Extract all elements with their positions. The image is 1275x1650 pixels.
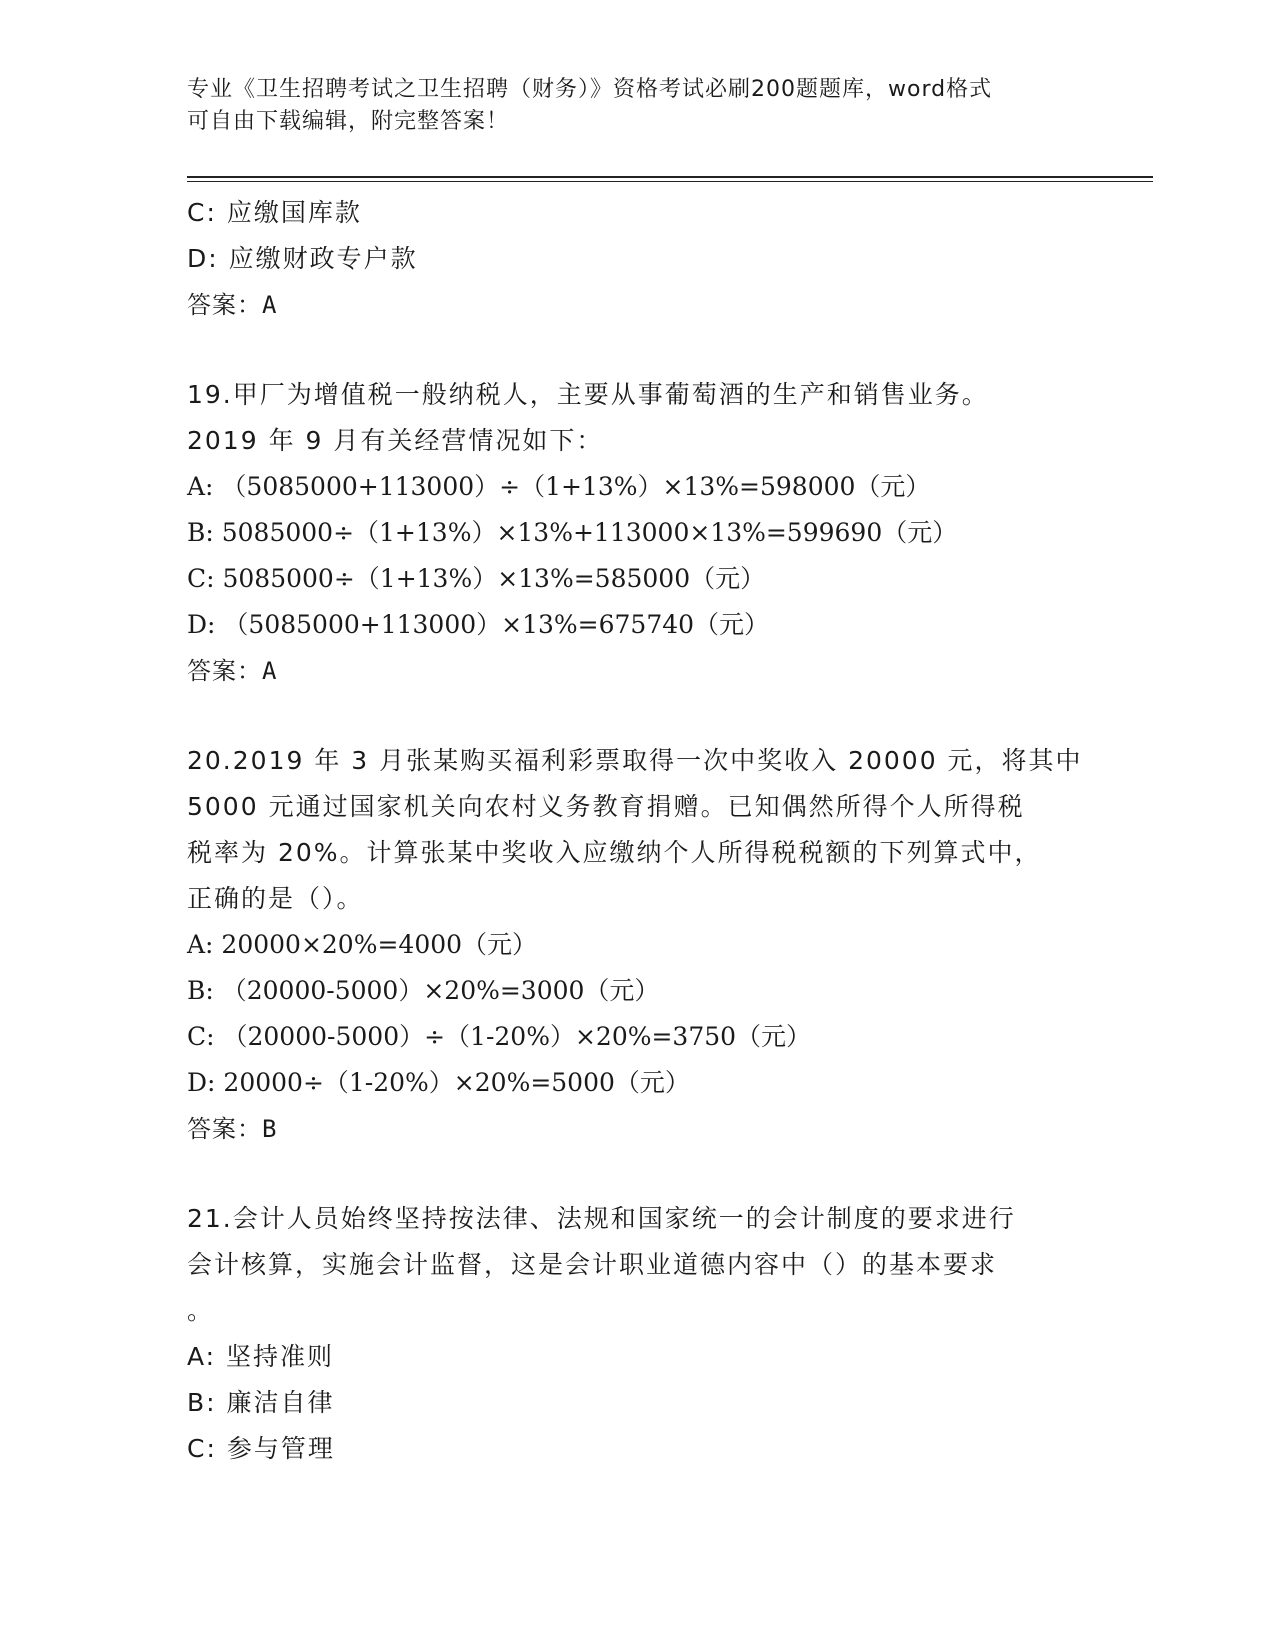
header-rule-thin <box>187 181 1153 182</box>
question-text: 。 <box>187 1296 215 1325</box>
option-a: A: 20000×20%=4000（元） <box>187 930 538 959</box>
option-a: A: 坚持准则 <box>187 1342 335 1371</box>
option-b: B: （20000-5000）×20%=3000（元） <box>187 976 660 1005</box>
option-d: D: 应缴财政专户款 <box>187 244 418 273</box>
option-a: A: （5085000+113000）÷（1+13%）×13%=598000（元） <box>187 472 931 501</box>
question-18-continuation <box>187 190 1087 328</box>
question-text: 19.甲厂为增值税一般纳税人，主要从事葡萄酒的生产和销售业务。 <box>187 380 989 409</box>
question-text: 正确的是（）。 <box>187 884 364 913</box>
header-line-2: 可自由下载编辑，附完整答案！ <box>187 109 510 134</box>
option-c: C: （20000-5000）÷（1-20%）×20%=3750（元） <box>187 1022 812 1051</box>
answer: 答案：B <box>187 1115 278 1143</box>
spacer <box>187 694 1087 738</box>
question-19 <box>187 372 1087 694</box>
spacer <box>187 328 1087 372</box>
question-21 <box>187 1196 1087 1472</box>
question-text: 20.2019 年 3 月张某购买福利彩票取得一次中奖收入 20000 元，将其中 <box>187 746 1083 775</box>
option-d: D: （5085000+113000）×13%=675740（元） <box>187 610 770 639</box>
option-c: C: 应缴国库款 <box>187 198 362 227</box>
option-b: B: 5085000÷（1+13%）×13%+113000×13%=599690（元） <box>187 518 958 547</box>
spacer <box>187 1152 1087 1196</box>
question-text: 会计核算，实施会计监督，这是会计职业道德内容中（）的基本要求 <box>187 1250 998 1279</box>
question-text: 21.会计人员始终坚持按法律、法规和国家统一的会计制度的要求进行 <box>187 1204 1016 1233</box>
question-list <box>187 190 1087 1472</box>
page-header <box>187 74 1087 138</box>
question-text: 5000 元通过国家机关向农村义务教育捐赠。已知偶然所得个人所得税 <box>187 792 1025 821</box>
question-20 <box>187 738 1087 1152</box>
answer: 答案：A <box>187 657 278 685</box>
header-rule-thick <box>187 176 1153 178</box>
question-text: 2019 年 9 月有关经营情况如下： <box>187 426 604 455</box>
option-b: B: 廉洁自律 <box>187 1388 335 1417</box>
option-c: C: 5085000÷（1+13%）×13%=585000（元） <box>187 564 766 593</box>
question-text: 税率为 20%。计算张某中奖收入应缴纳个人所得税税额的下列算式中， <box>187 838 1042 867</box>
option-d: D: 20000÷（1-20%）×20%=5000（元） <box>187 1068 690 1097</box>
header-line-1: 专业《卫生招聘考试之卫生招聘（财务）》资格考试必刷200题题库，word格式 <box>187 77 993 102</box>
option-c: C: 参与管理 <box>187 1434 335 1463</box>
answer: 答案：A <box>187 291 278 319</box>
